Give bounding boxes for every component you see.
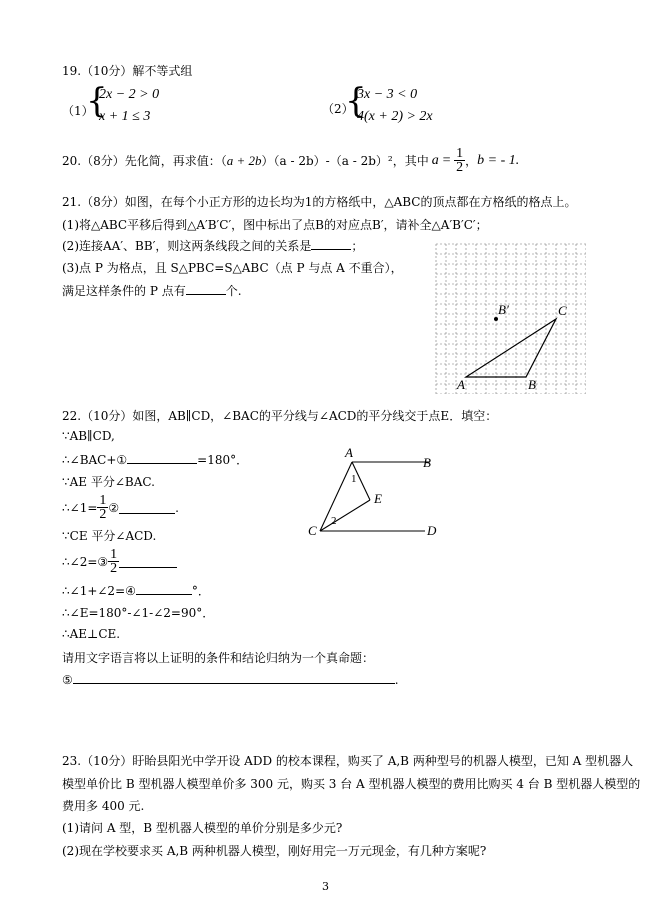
q21-blank-relation[interactable] bbox=[311, 237, 351, 250]
q23-line4: (1)请问 A 型，B 型机器人模型的单价分别是多少元? bbox=[62, 821, 343, 835]
q22-l7 bbox=[62, 548, 177, 575]
q20-frac-num: 1 bbox=[456, 146, 464, 161]
q22-l7-fraction bbox=[108, 548, 119, 575]
q20-a: a bbox=[431, 152, 439, 168]
q22-l6: ∵CE 平分∠ACD. bbox=[62, 529, 157, 543]
q19-part1-brace: { bbox=[86, 81, 108, 121]
label-a: A bbox=[345, 445, 353, 460]
q20-eq: = bbox=[441, 152, 452, 168]
q21-line3 bbox=[62, 237, 363, 254]
q22-l12-label: ⑤ bbox=[62, 673, 73, 687]
q19-part2-ineq2: 4(x + 2) > 2x bbox=[357, 109, 433, 124]
q21-line5 bbox=[62, 282, 242, 299]
q22-l7-frac-num: 1 bbox=[110, 547, 118, 562]
q22-l8b: °． bbox=[191, 584, 210, 598]
q22-l5-frac-num: 1 bbox=[99, 493, 107, 508]
q19-part2-ineq1: 3x − 3 < 0 bbox=[357, 87, 418, 102]
q22-blank-1[interactable] bbox=[127, 451, 197, 464]
q23-line2: 模型单价比 B 型机器人模型单价多 300 元，购买 3 台 A 型机器人模型的费用比购买 4 台 B 型机器人模型的 bbox=[62, 777, 641, 791]
q22-l2: ∵AB∥CD, bbox=[62, 429, 115, 443]
q19-part2-brace: { bbox=[345, 81, 367, 121]
q22-l9: ∴∠E=180°-∠1-∠2=90°． bbox=[62, 606, 215, 620]
q22-l12 bbox=[62, 671, 399, 687]
q23-line5: (2)现在学校要求买 A,B 两种机器人模型，刚好用完一万元现金，有几种方案呢? bbox=[62, 844, 487, 858]
q22-l11: 请用文字语言将以上证明的条件和结论归纳为一个真命题： bbox=[62, 651, 375, 665]
q22-l5b: ② bbox=[108, 500, 120, 515]
q21-line3-end: ； bbox=[351, 239, 364, 253]
label-angle-2: 2 bbox=[331, 515, 337, 527]
label-b-prime: B′ bbox=[498, 302, 509, 317]
q20-prefix: 20.（8分）先化简，再求值：（ bbox=[62, 154, 227, 168]
q22-l7-frac-den: 2 bbox=[110, 561, 118, 576]
label-b: B bbox=[423, 455, 431, 470]
label-d: D bbox=[427, 523, 437, 538]
triangle-abc bbox=[466, 319, 556, 377]
q20-line bbox=[62, 147, 519, 174]
q22-l12-end: . bbox=[394, 673, 399, 687]
q21-line4: (3)点 P 为格点，且 S△PBC=S△ABC（点 P 与点 A 不重合）， bbox=[62, 261, 403, 275]
q22-l3a: ∴∠BAC+① bbox=[62, 453, 128, 467]
q19-part1-ineq2: x + 1 ≤ 3 bbox=[99, 109, 151, 124]
q21-line3-text: (2)连接AA′、BB′，则这两条线段之间的关系是 bbox=[62, 239, 312, 253]
q21-line5-end: 个. bbox=[225, 284, 242, 298]
q21-blank-count[interactable] bbox=[186, 282, 226, 295]
q22-line1: 22.（10分）如图，AB∥CD，∠BAC的平分线与∠ACD的平分线交于点E．填空： bbox=[62, 409, 498, 423]
q22-l5a: ∴∠1= bbox=[62, 500, 98, 515]
q22-blank-4[interactable] bbox=[136, 582, 192, 595]
q21-grid-figure bbox=[434, 242, 586, 394]
q22-l5-fraction bbox=[97, 494, 108, 521]
label-c: C bbox=[558, 303, 567, 318]
q19-part1-label: （1） bbox=[62, 104, 94, 118]
q22-l5 bbox=[62, 494, 179, 521]
label-c: C bbox=[308, 523, 317, 538]
point-b-prime bbox=[494, 317, 498, 321]
q22-l8a: ∴∠1+∠2=④ bbox=[62, 584, 136, 598]
q22-parallel-figure bbox=[305, 444, 450, 544]
q22-l4: ∵AE 平分∠BAC. bbox=[62, 475, 155, 489]
q22-l7a: ∴∠2=③ bbox=[62, 554, 109, 569]
q19-header: 19.（10分）解不等式组 bbox=[62, 64, 193, 78]
q22-l10: ∴AE⊥CE. bbox=[62, 627, 121, 641]
page-number: 3 bbox=[322, 880, 329, 893]
q22-l3b: =180°． bbox=[197, 453, 249, 467]
q20-part1: a + 2b bbox=[226, 152, 262, 168]
q22-l3 bbox=[62, 451, 248, 468]
q23-line3: 费用多 400 元. bbox=[62, 799, 145, 813]
q22-l5-frac-den: 2 bbox=[99, 507, 107, 522]
q20-frac-den: 2 bbox=[456, 160, 464, 175]
label-e: E bbox=[374, 491, 382, 506]
q22-blank-5[interactable] bbox=[73, 671, 395, 684]
q22-blank-2[interactable] bbox=[119, 501, 175, 514]
q20-mid: ）（a - 2b）-（a - 2b）²，其中 bbox=[261, 154, 429, 168]
label-angle-1: 1 bbox=[351, 473, 357, 485]
q22-blank-3[interactable] bbox=[119, 555, 177, 568]
q21-line2: (1)将△ABC平移后得到△A′B′C′，图中标出了点B的对应点B′，请补全△A′B′C′； bbox=[62, 218, 488, 232]
grid-lines bbox=[436, 244, 586, 394]
q23-line1: 23.（10分）盱眙县阳光中学开设 ADD 的校本课程，购买了 A,B 两种型号的机器人模型，已知 A 型机器人 bbox=[62, 754, 634, 768]
q21-line5-text: 满足这样条件的 P 点有 bbox=[62, 284, 186, 298]
q19-part2-label: （2） bbox=[322, 102, 354, 116]
q20-fraction bbox=[454, 147, 465, 174]
label-b: B bbox=[528, 377, 536, 392]
q22-l8 bbox=[62, 582, 210, 599]
label-a: A bbox=[457, 377, 465, 392]
q22-l5c: . bbox=[175, 500, 179, 515]
q20-b: b = - 1. bbox=[477, 152, 520, 168]
q19-part1-ineq1: 2x − 2 > 0 bbox=[99, 87, 160, 102]
q20-comma: ， bbox=[465, 154, 478, 168]
q21-line1: 21.（8分）如图，在每个小正方形的边长均为1的方格纸中，△ABC的顶点都在方格纸的格点上。 bbox=[62, 195, 577, 209]
